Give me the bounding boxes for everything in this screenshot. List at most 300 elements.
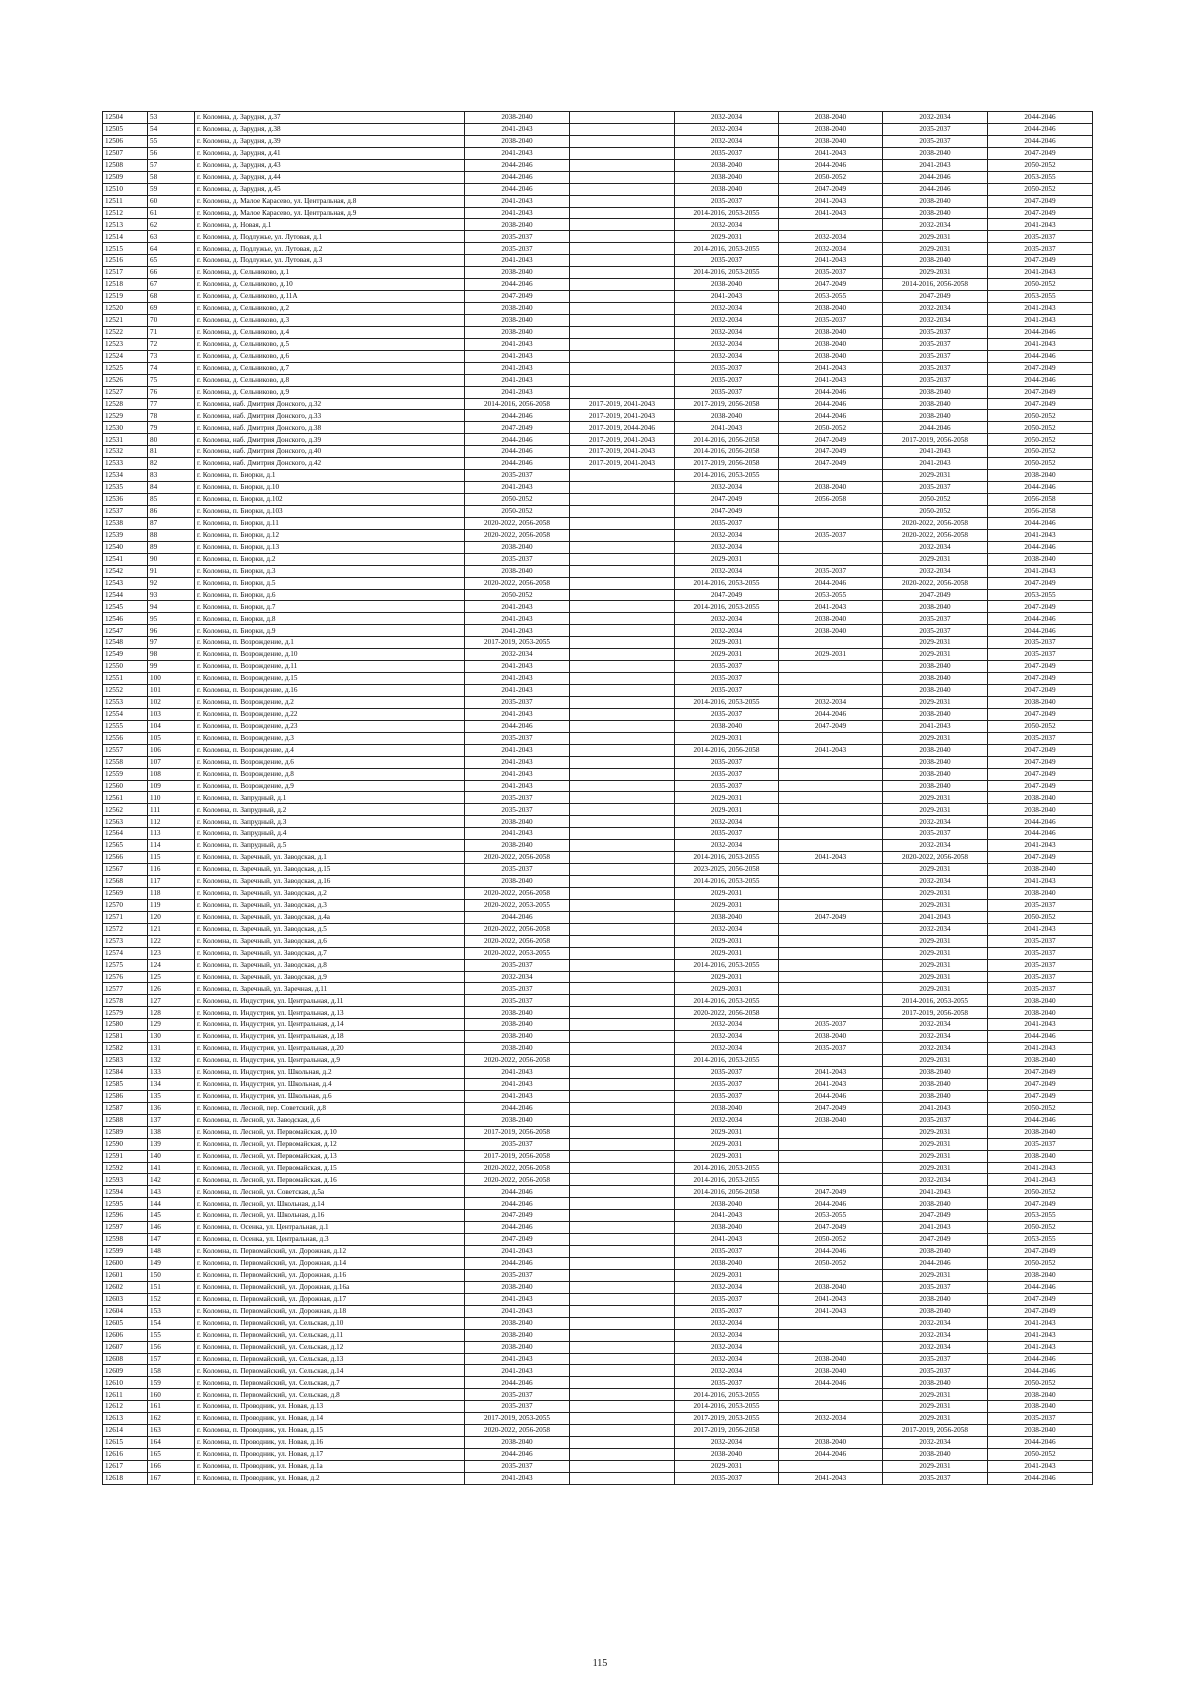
cell-period-col-6: 2029-2031 <box>675 649 779 661</box>
table-row <box>103 1353 1093 1365</box>
table-row <box>103 123 1093 135</box>
cell-period-col-7 <box>779 995 883 1007</box>
cell-row-number: 112 <box>148 816 195 828</box>
cell-row-number: 99 <box>148 661 195 673</box>
table-row <box>103 1007 1093 1019</box>
cell-address: г. Коломна, п. Первомайский, ул. Дорожная, д.16а <box>195 1281 465 1293</box>
table-row <box>103 1043 1093 1055</box>
cell-period-col-4: 2035-2037 <box>465 995 570 1007</box>
cell-period-col-5 <box>570 1472 675 1484</box>
cell-period-col-8: 2038-2040 <box>883 685 988 697</box>
cell-address: г. Коломна, п. Первомайский, ул. Дорожная, д.14 <box>195 1258 465 1270</box>
table-row <box>103 410 1093 422</box>
cell-period-col-6: 2029-2031 <box>675 983 779 995</box>
cell-address: г. Коломна, д. Сельниково, д.9 <box>195 386 465 398</box>
cell-period-col-8: 2038-2040 <box>883 1067 988 1079</box>
table-row <box>103 720 1093 732</box>
cell-period-col-7: 2038-2040 <box>779 1031 883 1043</box>
cell-row-number: 159 <box>148 1377 195 1389</box>
cell-period-col-4: 2038-2040 <box>465 1341 570 1353</box>
cell-period-col-8: 2032-2034 <box>883 565 988 577</box>
table-row <box>103 1150 1093 1162</box>
cell-address: г. Коломна, д. Сельниково, д.5 <box>195 338 465 350</box>
cell-period-col-9: 2044-2046 <box>988 517 1093 529</box>
cell-period-col-9: 2041-2043 <box>988 1329 1093 1341</box>
table-row <box>103 792 1093 804</box>
table-row <box>103 541 1093 553</box>
cell-period-col-9: 2038-2040 <box>988 1150 1093 1162</box>
cell-row-id: 12528 <box>103 398 148 410</box>
cell-period-col-8: 2041-2043 <box>883 1222 988 1234</box>
cell-period-col-8: 2032-2034 <box>883 314 988 326</box>
cell-period-col-4: 2038-2040 <box>465 1043 570 1055</box>
cell-row-number: 123 <box>148 947 195 959</box>
cell-address: г. Коломна, п. Биорки, д.102 <box>195 494 465 506</box>
cell-row-id: 12510 <box>103 183 148 195</box>
cell-period-col-5 <box>570 1078 675 1090</box>
cell-row-number: 78 <box>148 410 195 422</box>
cell-row-id: 12573 <box>103 935 148 947</box>
cell-row-number: 87 <box>148 517 195 529</box>
cell-address: г. Коломна, п. Первомайский, ул. Дорожная, д.12 <box>195 1246 465 1258</box>
table-row <box>103 1067 1093 1079</box>
cell-period-col-6: 2032-2034 <box>675 326 779 338</box>
cell-period-col-9: 2050-2052 <box>988 434 1093 446</box>
cell-period-col-4: 2041-2043 <box>465 828 570 840</box>
table-row <box>103 1377 1093 1389</box>
cell-period-col-6: 2032-2034 <box>675 482 779 494</box>
cell-period-col-7: 2044-2046 <box>779 1449 883 1461</box>
table-row <box>103 374 1093 386</box>
cell-period-col-4: 2038-2040 <box>465 541 570 553</box>
cell-period-col-4: 2041-2043 <box>465 1365 570 1377</box>
cell-period-col-5 <box>570 1162 675 1174</box>
cell-period-col-9: 2047-2049 <box>988 756 1093 768</box>
cell-period-col-9: 2047-2049 <box>988 386 1093 398</box>
cell-address: г. Коломна, п. Индустрия, ул. Центральная, д.18 <box>195 1031 465 1043</box>
cell-period-col-9: 2035-2037 <box>988 637 1093 649</box>
table-row <box>103 243 1093 255</box>
cell-period-col-8: 2032-2034 <box>883 1341 988 1353</box>
table-row <box>103 840 1093 852</box>
cell-row-id: 12598 <box>103 1234 148 1246</box>
cell-period-col-8: 2038-2040 <box>883 756 988 768</box>
cell-period-col-7: 2044-2046 <box>779 1377 883 1389</box>
cell-period-col-4: 2020-2022, 2056-2058 <box>465 529 570 541</box>
cell-period-col-5 <box>570 1043 675 1055</box>
cell-period-col-9: 2047-2049 <box>988 577 1093 589</box>
cell-row-number: 130 <box>148 1031 195 1043</box>
cell-row-id: 12565 <box>103 840 148 852</box>
cell-period-col-7 <box>779 1162 883 1174</box>
cell-row-number: 136 <box>148 1102 195 1114</box>
cell-period-col-9: 2038-2040 <box>988 696 1093 708</box>
cell-period-col-6: 2038-2040 <box>675 1222 779 1234</box>
cell-address: г. Коломна, п. Лесной, ул. Первомайская, д.15 <box>195 1162 465 1174</box>
cell-period-col-6: 2014-2016, 2053-2055 <box>675 852 779 864</box>
cell-period-col-6: 2029-2031 <box>675 947 779 959</box>
cell-period-col-8: 2038-2040 <box>883 1449 988 1461</box>
cell-period-col-4: 2047-2049 <box>465 422 570 434</box>
cell-period-col-5 <box>570 1055 675 1067</box>
cell-period-col-4: 2017-2019, 2056-2058 <box>465 1150 570 1162</box>
cell-period-col-8: 2044-2046 <box>883 183 988 195</box>
cell-period-col-9: 2038-2040 <box>988 995 1093 1007</box>
cell-period-col-6: 2038-2040 <box>675 1198 779 1210</box>
cell-period-col-7: 2050-2052 <box>779 171 883 183</box>
cell-period-col-4: 2035-2037 <box>465 243 570 255</box>
cell-period-col-7: 2044-2046 <box>779 1246 883 1258</box>
cell-address: г. Коломна, п. Первомайский, ул. Дорожная, д.18 <box>195 1305 465 1317</box>
cell-address: г. Коломна, п. Первомайский, ул. Сельская, д.7 <box>195 1377 465 1389</box>
cell-period-col-6: 2014-2016, 2053-2055 <box>675 243 779 255</box>
cell-period-col-5 <box>570 1067 675 1079</box>
cell-period-col-4: 2044-2046 <box>465 1186 570 1198</box>
cell-row-number: 162 <box>148 1413 195 1425</box>
cell-period-col-5 <box>570 685 675 697</box>
cell-row-number: 132 <box>148 1055 195 1067</box>
cell-address: г. Коломна, п. Возрождение, д.8 <box>195 768 465 780</box>
cell-period-col-6: 2029-2031 <box>675 804 779 816</box>
cell-period-col-7: 2041-2043 <box>779 1305 883 1317</box>
cell-period-col-9: 2050-2052 <box>988 159 1093 171</box>
cell-address: г. Коломна, п. Возрождение, д.9 <box>195 780 465 792</box>
cell-address: г. Коломна, наб. Дмитрия Донского, д.40 <box>195 446 465 458</box>
cell-period-col-7 <box>779 1341 883 1353</box>
cell-address: г. Коломна, п. Запрудный, д.5 <box>195 840 465 852</box>
cell-period-col-9: 2047-2049 <box>988 398 1093 410</box>
cell-period-col-8: 2029-2031 <box>883 935 988 947</box>
cell-period-col-7: 2038-2040 <box>779 625 883 637</box>
cell-period-col-7: 2035-2037 <box>779 1043 883 1055</box>
cell-period-col-4: 2041-2043 <box>465 768 570 780</box>
cell-period-col-8: 2029-2031 <box>883 983 988 995</box>
cell-period-col-5 <box>570 625 675 637</box>
cell-period-col-4: 2041-2043 <box>465 780 570 792</box>
cell-period-col-7: 2038-2040 <box>779 1114 883 1126</box>
cell-row-number: 102 <box>148 696 195 708</box>
cell-period-col-6: 2047-2049 <box>675 505 779 517</box>
table-row <box>103 971 1093 983</box>
cell-period-col-5 <box>570 780 675 792</box>
cell-row-number: 163 <box>148 1425 195 1437</box>
cell-period-col-9: 2038-2040 <box>988 1401 1093 1413</box>
table-row <box>103 1234 1093 1246</box>
cell-row-number: 67 <box>148 279 195 291</box>
cell-period-col-5 <box>570 1317 675 1329</box>
cell-address: г. Коломна, наб. Дмитрия Донского, д.38 <box>195 422 465 434</box>
cell-row-number: 113 <box>148 828 195 840</box>
cell-period-col-9: 2047-2049 <box>988 744 1093 756</box>
cell-address: г. Коломна, п. Заречный, ул. Заводская, д.3 <box>195 899 465 911</box>
cell-period-col-5 <box>570 565 675 577</box>
cell-period-col-4: 2041-2043 <box>465 744 570 756</box>
cell-period-col-9: 2035-2037 <box>988 1138 1093 1150</box>
cell-row-number: 141 <box>148 1162 195 1174</box>
cell-period-col-9: 2047-2049 <box>988 362 1093 374</box>
cell-period-col-7: 2038-2040 <box>779 1281 883 1293</box>
cell-period-col-6: 2029-2031 <box>675 1269 779 1281</box>
cell-period-col-8: 2032-2034 <box>883 1437 988 1449</box>
cell-period-col-7: 2044-2046 <box>779 708 883 720</box>
cell-row-number: 72 <box>148 338 195 350</box>
cell-period-col-6: 2032-2034 <box>675 135 779 147</box>
cell-period-col-6: 2035-2037 <box>675 673 779 685</box>
cell-period-col-9: 2035-2037 <box>988 935 1093 947</box>
cell-address: г. Коломна, п. Биорки, д.10 <box>195 482 465 494</box>
cell-period-col-6: 2038-2040 <box>675 279 779 291</box>
cell-row-id: 12578 <box>103 995 148 1007</box>
cell-period-col-5 <box>570 1222 675 1234</box>
cell-row-number: 122 <box>148 935 195 947</box>
cell-period-col-8: 2038-2040 <box>883 147 988 159</box>
cell-row-id: 12509 <box>103 171 148 183</box>
cell-period-col-5 <box>570 649 675 661</box>
cell-period-col-6: 2029-2031 <box>675 887 779 899</box>
cell-period-col-6: 2035-2037 <box>675 374 779 386</box>
cell-period-col-9: 2047-2049 <box>988 1090 1093 1102</box>
cell-period-col-9: 2041-2043 <box>988 267 1093 279</box>
cell-period-col-5 <box>570 1114 675 1126</box>
cell-row-number: 116 <box>148 864 195 876</box>
cell-row-id: 12551 <box>103 673 148 685</box>
cell-row-id: 12592 <box>103 1162 148 1174</box>
cell-period-col-9: 2050-2052 <box>988 446 1093 458</box>
cell-row-id: 12545 <box>103 601 148 613</box>
table-row <box>103 1329 1093 1341</box>
cell-period-col-4: 2041-2043 <box>465 482 570 494</box>
cell-period-col-5 <box>570 947 675 959</box>
cell-period-col-5 <box>570 613 675 625</box>
cell-period-col-7 <box>779 1138 883 1150</box>
cell-period-col-6: 2035-2037 <box>675 1090 779 1102</box>
cell-period-col-5 <box>570 470 675 482</box>
cell-period-col-5 <box>570 291 675 303</box>
cell-address: г. Коломна, д. Малое Карасево, ул. Центральная, д.9 <box>195 207 465 219</box>
cell-period-col-9: 2041-2043 <box>988 876 1093 888</box>
cell-row-number: 124 <box>148 959 195 971</box>
table-row <box>103 267 1093 279</box>
cell-row-number: 155 <box>148 1329 195 1341</box>
cell-period-col-4: 2044-2046 <box>465 1449 570 1461</box>
cell-period-col-4: 2041-2043 <box>465 1090 570 1102</box>
cell-address: г. Коломна, п. Биорки, д.13 <box>195 541 465 553</box>
table-row <box>103 386 1093 398</box>
cell-period-col-5 <box>570 207 675 219</box>
cell-period-col-8: 2029-2031 <box>883 231 988 243</box>
cell-period-col-6: 2014-2016, 2053-2055 <box>675 995 779 1007</box>
cell-period-col-6: 2014-2016, 2053-2055 <box>675 601 779 613</box>
cell-row-number: 147 <box>148 1234 195 1246</box>
table-row <box>103 159 1093 171</box>
cell-period-col-7: 2047-2049 <box>779 1186 883 1198</box>
cell-period-col-8: 2029-2031 <box>883 792 988 804</box>
cell-period-col-6: 2041-2043 <box>675 291 779 303</box>
cell-period-col-9: 2038-2040 <box>988 1007 1093 1019</box>
cell-period-col-5 <box>570 1460 675 1472</box>
cell-period-col-6: 2047-2049 <box>675 589 779 601</box>
table-row <box>103 1090 1093 1102</box>
cell-row-number: 55 <box>148 135 195 147</box>
cell-period-col-6: 2029-2031 <box>675 899 779 911</box>
cell-row-id: 12567 <box>103 864 148 876</box>
cell-period-col-5 <box>570 1413 675 1425</box>
cell-period-col-4: 2041-2043 <box>465 386 570 398</box>
table-row <box>103 577 1093 589</box>
cell-period-col-6: 2029-2031 <box>675 231 779 243</box>
cell-period-col-6: 2014-2016, 2053-2055 <box>675 207 779 219</box>
table-row <box>103 852 1093 864</box>
cell-period-col-8: 2029-2031 <box>883 1162 988 1174</box>
cell-period-col-5 <box>570 1305 675 1317</box>
cell-period-col-4: 2041-2043 <box>465 685 570 697</box>
cell-period-col-7: 2050-2052 <box>779 422 883 434</box>
cell-period-col-4: 2035-2037 <box>465 231 570 243</box>
table-row <box>103 1055 1093 1067</box>
cell-row-id: 12570 <box>103 899 148 911</box>
cell-row-number: 75 <box>148 374 195 386</box>
cell-period-col-6: 2038-2040 <box>675 1102 779 1114</box>
cell-period-col-6: 2029-2031 <box>675 553 779 565</box>
cell-period-col-6: 2014-2016, 2056-2058 <box>675 1186 779 1198</box>
cell-period-col-7 <box>779 1269 883 1281</box>
table-row <box>103 1078 1093 1090</box>
cell-row-number: 96 <box>148 625 195 637</box>
table-row <box>103 613 1093 625</box>
table-row <box>103 756 1093 768</box>
cell-period-col-8: 2038-2040 <box>883 780 988 792</box>
cell-period-col-5 <box>570 171 675 183</box>
table-row <box>103 1174 1093 1186</box>
cell-period-col-7 <box>779 756 883 768</box>
cell-period-col-4: 2044-2046 <box>465 159 570 171</box>
table-row <box>103 314 1093 326</box>
cell-period-col-6: 2035-2037 <box>675 828 779 840</box>
cell-row-id: 12515 <box>103 243 148 255</box>
cell-address: г. Коломна, д. Зарудня, д.38 <box>195 123 465 135</box>
cell-row-id: 12506 <box>103 135 148 147</box>
cell-period-col-5 <box>570 350 675 362</box>
cell-period-col-5 <box>570 541 675 553</box>
cell-period-col-9: 2050-2052 <box>988 911 1093 923</box>
cell-period-col-9: 2044-2046 <box>988 1472 1093 1484</box>
cell-period-col-4: 2035-2037 <box>465 470 570 482</box>
cell-period-col-4: 2038-2040 <box>465 112 570 124</box>
cell-period-col-4: 2044-2046 <box>465 720 570 732</box>
cell-row-id: 12585 <box>103 1078 148 1090</box>
cell-period-col-7 <box>779 1317 883 1329</box>
cell-row-id: 12516 <box>103 255 148 267</box>
cell-period-col-5 <box>570 732 675 744</box>
cell-row-id: 12562 <box>103 804 148 816</box>
table-row <box>103 601 1093 613</box>
cell-address: г. Коломна, п. Заречный, ул. Заводская, д.9 <box>195 971 465 983</box>
cell-address: г. Коломна, д. Зарудня, д.43 <box>195 159 465 171</box>
table-row <box>103 529 1093 541</box>
cell-period-col-8: 2029-2031 <box>883 1401 988 1413</box>
table-row <box>103 1437 1093 1449</box>
cell-period-col-9: 2038-2040 <box>988 792 1093 804</box>
cell-period-col-8: 2029-2031 <box>883 1413 988 1425</box>
cell-period-col-4: 2035-2037 <box>465 959 570 971</box>
cell-period-col-8: 2038-2040 <box>883 207 988 219</box>
cell-period-col-4: 2038-2040 <box>465 840 570 852</box>
cell-period-col-8: 2014-2016, 2053-2055 <box>883 995 988 1007</box>
cell-period-col-6: 2029-2031 <box>675 1126 779 1138</box>
cell-address: г. Коломна, п. Заречный, ул. Заводская, д.5 <box>195 923 465 935</box>
cell-row-number: 149 <box>148 1258 195 1270</box>
table-row <box>103 1222 1093 1234</box>
cell-row-number: 59 <box>148 183 195 195</box>
cell-period-col-5 <box>570 1019 675 1031</box>
cell-period-col-9: 2047-2049 <box>988 708 1093 720</box>
cell-row-number: 66 <box>148 267 195 279</box>
cell-row-id: 12543 <box>103 577 148 589</box>
cell-period-col-4: 2044-2046 <box>465 279 570 291</box>
cell-period-col-4: 2050-2052 <box>465 505 570 517</box>
cell-row-number: 148 <box>148 1246 195 1258</box>
cell-row-id: 12581 <box>103 1031 148 1043</box>
cell-period-col-4: 2038-2040 <box>465 1007 570 1019</box>
cell-period-col-4: 2020-2022, 2056-2058 <box>465 517 570 529</box>
cell-period-col-6: 2035-2037 <box>675 1293 779 1305</box>
cell-period-col-5 <box>570 696 675 708</box>
cell-row-number: 73 <box>148 350 195 362</box>
cell-period-col-4: 2032-2034 <box>465 971 570 983</box>
cell-period-col-8: 2017-2019, 2056-2058 <box>883 1007 988 1019</box>
cell-period-col-7: 2044-2046 <box>779 410 883 422</box>
cell-period-col-9: 2038-2040 <box>988 804 1093 816</box>
cell-period-col-9: 2056-2058 <box>988 494 1093 506</box>
cell-row-number: 71 <box>148 326 195 338</box>
cell-address: г. Коломна, п. Проводник, ул. Новая, д.2 <box>195 1472 465 1484</box>
cell-address: г. Коломна, п. Запрудный, д.1 <box>195 792 465 804</box>
cell-period-col-8: 2020-2022, 2056-2058 <box>883 517 988 529</box>
cell-period-col-5 <box>570 1138 675 1150</box>
cell-address: г. Коломна, наб. Дмитрия Донского, д.39 <box>195 434 465 446</box>
cell-period-col-9: 2035-2037 <box>988 947 1093 959</box>
cell-period-col-8: 2029-2031 <box>883 1150 988 1162</box>
cell-period-col-6: 2014-2016, 2056-2058 <box>675 434 779 446</box>
table-row <box>103 1246 1093 1258</box>
cell-period-col-5 <box>570 1186 675 1198</box>
cell-period-col-8: 2038-2040 <box>883 386 988 398</box>
cell-period-col-6: 2038-2040 <box>675 159 779 171</box>
cell-row-id: 12534 <box>103 470 148 482</box>
cell-period-col-9: 2047-2049 <box>988 207 1093 219</box>
cell-address: г. Коломна, д. Сельниково, д.6 <box>195 350 465 362</box>
cell-period-col-9: 2041-2043 <box>988 923 1093 935</box>
cell-period-col-9: 2044-2046 <box>988 613 1093 625</box>
cell-period-col-4: 2038-2040 <box>465 314 570 326</box>
cell-period-col-7 <box>779 673 883 685</box>
cell-row-id: 12547 <box>103 625 148 637</box>
table-row <box>103 1198 1093 1210</box>
cell-row-number: 140 <box>148 1150 195 1162</box>
cell-period-col-4: 2044-2046 <box>465 1198 570 1210</box>
cell-period-col-9: 2053-2055 <box>988 291 1093 303</box>
cell-period-col-4: 2038-2040 <box>465 1281 570 1293</box>
cell-row-number: 108 <box>148 768 195 780</box>
cell-row-number: 104 <box>148 720 195 732</box>
cell-address: г. Коломна, д. Сельниково, д.11А <box>195 291 465 303</box>
cell-period-col-9: 2044-2046 <box>988 374 1093 386</box>
cell-period-col-8: 2029-2031 <box>883 649 988 661</box>
cell-period-col-4: 2038-2040 <box>465 1317 570 1329</box>
cell-address: г. Коломна, п. Индустрия, ул. Школьная, д.4 <box>195 1078 465 1090</box>
table-row <box>103 1269 1093 1281</box>
cell-period-col-4: 2020-2022, 2056-2058 <box>465 887 570 899</box>
